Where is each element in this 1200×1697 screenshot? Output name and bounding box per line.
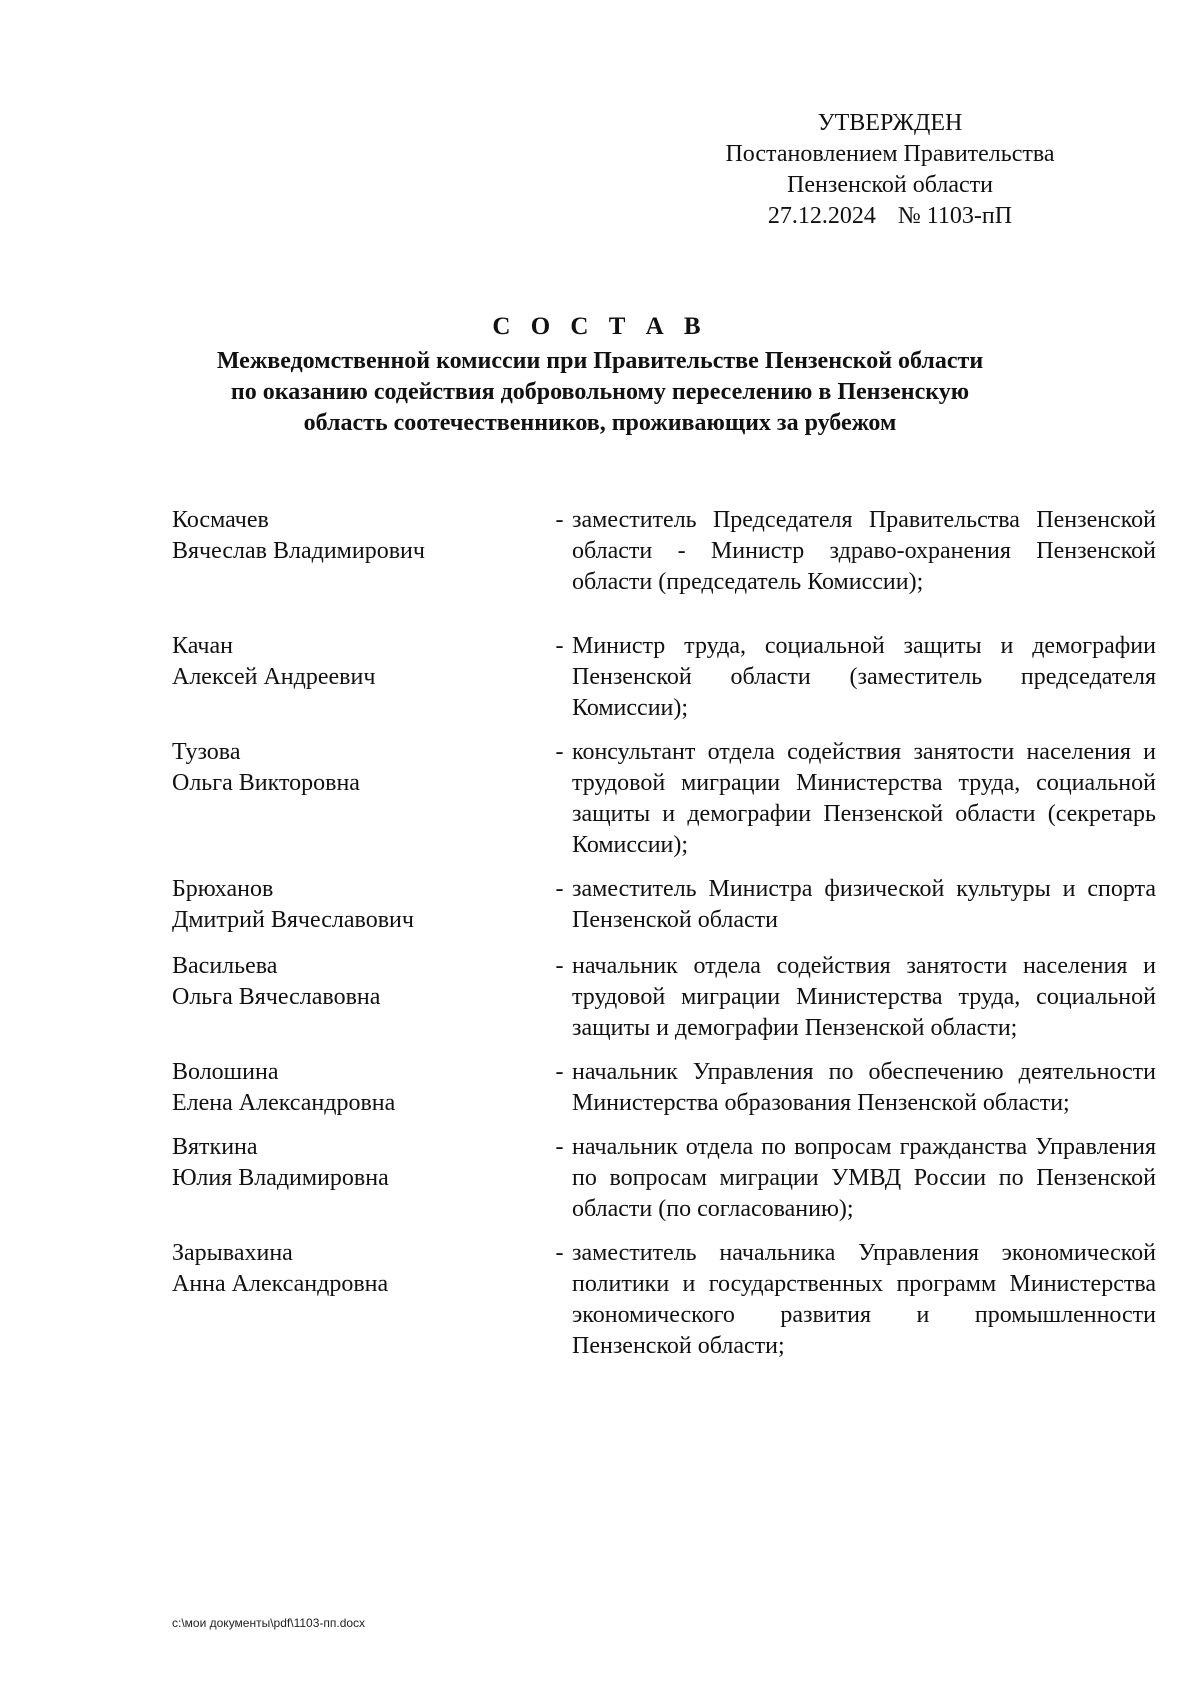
member-role: Министр труда, социальной защиты и демографии Пензенской области (заместитель председателя Комиссии); — [572, 633, 1156, 721]
member-given-names: Анна Александровна — [172, 1271, 389, 1297]
member-dash: - — [555, 633, 564, 659]
document-title: С О С Т А В — [492, 313, 708, 340]
member-row — [172, 505, 1156, 598]
member-surname: Васильева — [172, 953, 278, 979]
approval-stamp — [690, 108, 1090, 232]
member-role: заместитель Председателя Правительства Пензенской области - Министр здраво-охранения Пензенской области (председатель Комиссии); — [572, 507, 1156, 595]
member-name — [172, 1057, 552, 1119]
member-surname: Тузова — [172, 739, 241, 765]
member-given-names: Ольга Вячеславовна — [172, 984, 381, 1010]
member-name — [172, 1132, 552, 1194]
member-surname: Брюханов — [172, 876, 274, 902]
member-surname: Качан — [172, 633, 233, 659]
member-name — [172, 951, 552, 1013]
member-given-names: Алексей Андреевич — [172, 664, 376, 690]
member-given-names: Ольга Викторовна — [172, 770, 360, 796]
member-role: начальник отдела содействия занятости населения и трудовой миграции Министерства труда, социальной защиты и демографии Пензенской области; — [572, 953, 1156, 1041]
member-row — [172, 1057, 1156, 1119]
member-dash: - — [555, 1134, 564, 1160]
member-given-names: Дмитрий Вячеславович — [172, 907, 414, 933]
member-role: начальник отдела по вопросам гражданства Управления по вопросам миграции УМВД России по Пензенской области (по согласованию); — [572, 1134, 1156, 1222]
member-name — [172, 737, 552, 799]
member-given-names: Юлия Владимировна — [172, 1165, 389, 1191]
member-name — [172, 1238, 552, 1300]
document-title-block — [150, 310, 1050, 439]
member-surname: Волошина — [172, 1059, 279, 1085]
member-name — [172, 874, 552, 936]
member-name — [172, 505, 552, 567]
member-given-names: Вячеслав Владимирович — [172, 538, 425, 564]
approval-number: № 1103-пП — [897, 203, 1013, 229]
member-dash: - — [555, 507, 564, 533]
document-subtitle-line-1: Межведомственной комиссии при Правительстве Пензенской области — [216, 348, 984, 374]
member-surname: Вяткина — [172, 1134, 258, 1160]
member-role: заместитель Министра физической культуры и спорта Пензенской области — [572, 876, 1156, 933]
member-given-names: Елена Александровна — [172, 1090, 396, 1116]
member-row — [172, 737, 1156, 861]
member-role: заместитель начальника Управления экономической политики и государственных программ Министерства экономического развития и промышленности Пензенской области; — [572, 1240, 1156, 1359]
approval-heading: УТВЕРЖДЕН — [817, 110, 963, 136]
member-dash: - — [555, 1240, 564, 1266]
member-row — [172, 1132, 1156, 1225]
member-name — [172, 631, 552, 693]
member-role: консультант отдела содействия занятости населения и трудовой миграции Министерства труда, социальной защиты и демографии Пензенской области (секретарь Комиссии); — [572, 739, 1156, 858]
member-row — [172, 1238, 1156, 1362]
approval-date-line — [690, 201, 1090, 232]
member-role: начальник Управления по обеспечению деятельности Министерства образования Пензенской области; — [572, 1059, 1156, 1116]
document-subtitle-line-3: область соотечественников, проживающих за рубежом — [303, 410, 897, 436]
approval-region: Пензенской области — [787, 172, 993, 198]
document-subtitle-line-2: по оказанию содействия добровольному переселению в Пензенскую — [230, 379, 970, 405]
member-row — [172, 951, 1156, 1044]
approval-date: 27.12.2024 — [767, 203, 876, 229]
member-dash: - — [555, 739, 564, 765]
member-surname: Космачев — [172, 507, 269, 533]
member-surname: Зарывахина — [172, 1240, 293, 1266]
member-dash: - — [555, 953, 564, 979]
members-list — [172, 505, 1156, 1362]
approval-authority: Постановлением Правительства — [725, 141, 1055, 167]
member-dash: - — [555, 1059, 564, 1085]
member-row — [172, 874, 1156, 936]
member-dash: - — [555, 876, 564, 902]
member-row — [172, 631, 1156, 724]
file-path-footer: c:\мои документы\pdf\1103-пп.docx — [172, 1616, 366, 1630]
